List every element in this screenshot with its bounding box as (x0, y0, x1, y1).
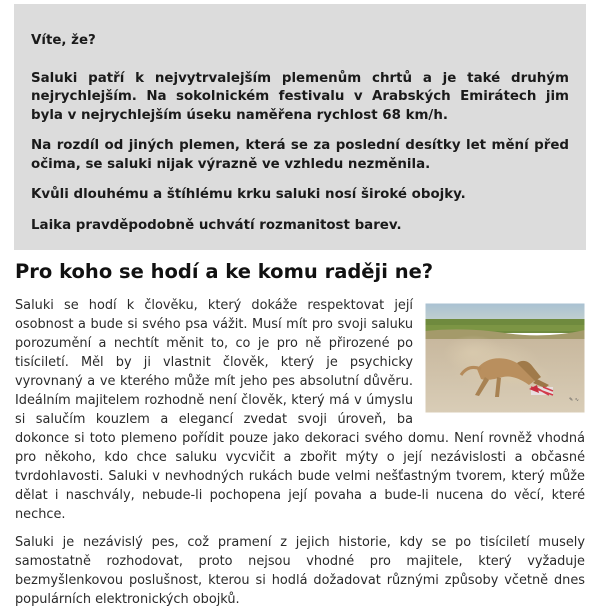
did-you-know-paragraph: Saluki patří k nejvytrvalejším plemenům chrtů a je také druhým nejrychlejším. Na sokolnickém festivalu v Arabských Emirátech jim byla v nejrychlejším úseku naměřena rychlost 68 km/h. (31, 70, 569, 123)
article-paragraph: Saluki je nezávislý pes, což pramení z jejich historie, kdy se po tisíciletí musely samostatně rozhodovat, proto nejsou vhodné pro majitele, který vyžaduje bezmyšlenkovou poslušnost, kterou si hodlá dožadovat různými způsoby včetně dnes populárních elektronických obojků. (15, 535, 585, 607)
did-you-know-paragraph: Laika pravděpodobně uchvátí rozmanitost barev. (31, 217, 402, 233)
article-paragraph: Saluki se hodí k člověku, který dokáže respektovat její osobnost a bude si svého psa vážit. Musí mít pro svoji saluku porozumění a nechtít měnit to, co je pro ně přirozené po tisíciletí. Měl by ji vlastnit člověk, který je psychicky vyrovnaný a ve kterého může mít jeho pes absolutní důvěru. Ideálním majitelem rozhodně není člověk, který má v úmyslu si salučím kouzlem a elegancí zvedat svoji úroveň, ba dokonce si toto plemeno pořídit pouze jako dekoraci svého domu. Není rovněž vhodná pro někoho, kdo chce saluku vycvičit a zbořit mýty o její nezávislosti a občasné tvrdohlavosti. Saluki v nevhodných rukách bude velmi nešťastným tvorem, který může dělat i naschvály, nebude-li pochopena její povaha a bude-li nucena do věcí, které nechce. (15, 298, 585, 522)
saluki-dog-photo-icon (425, 303, 585, 413)
did-you-know-title: Víte, že? (31, 33, 96, 48)
did-you-know-paragraph: Kvůli dlouhému a štíhlému krku saluki nosí široké obojky. (31, 187, 466, 202)
photo-credit: ✎ ∿ (569, 397, 579, 403)
article-body (15, 296, 585, 609)
did-you-know-paragraph: Na rozdíl od jiných plemen, která se za poslední desítky let mění před očima, se saluki nijak výrazně ve vzhledu nezměnila. (31, 138, 569, 172)
saluki-photo (425, 303, 585, 413)
section-heading: Pro koho se hodí a ke komu raději ne? (15, 260, 434, 283)
did-you-know-box (14, 4, 586, 250)
